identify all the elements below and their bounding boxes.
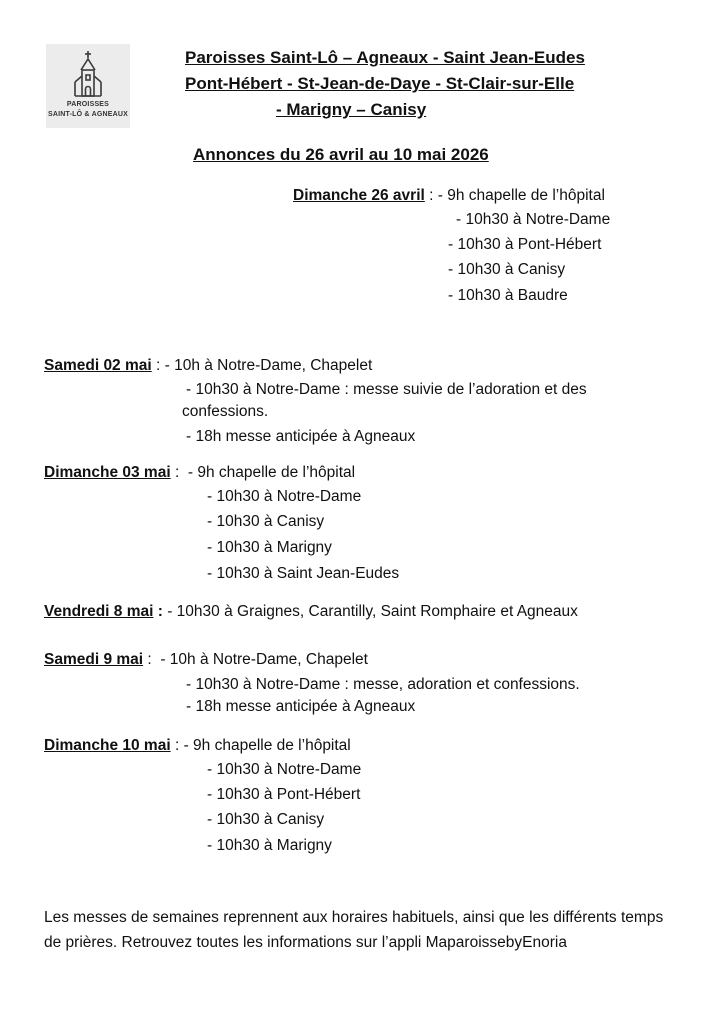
- service-line: - 18h messe anticipée à Agneaux: [186, 428, 416, 445]
- day-label: Dimanche 26 avril: [293, 187, 425, 204]
- day-label: Samedi 02 mai: [44, 357, 152, 374]
- logo-text-line2: SAINT-LÔ & AGNEAUX: [48, 111, 128, 118]
- church-icon: [72, 50, 104, 98]
- service-line: - 10h30 à Pont-Hébert: [207, 786, 361, 803]
- service-line: - 10h30 à Saint Jean-Eudes: [207, 565, 400, 582]
- day-label: Vendredi 8 mai: [44, 603, 154, 620]
- day-label: Dimanche 03 mai: [44, 464, 171, 481]
- service-line: - 18h messe anticipée à Agneaux: [186, 698, 416, 715]
- day-label: Dimanche 10 mai: [44, 737, 171, 754]
- announcement-day-row: Dimanche 10 mai : - 9h chapelle de l’hôpital: [44, 737, 351, 754]
- header-line2: Pont-Hébert - St-Jean-de-Daye - St-Clair-sur-Elle: [185, 74, 575, 93]
- service-line: - 10h30 à Marigny: [207, 539, 332, 556]
- page-title: Annonces du 26 avril au 10 mai 2026: [193, 145, 489, 164]
- announcement-day-row: Dimanche 03 mai : - 9h chapelle de l’hôpital: [44, 464, 356, 481]
- announcement-day-row: Samedi 02 mai : - 10h à Notre-Dame, Chapelet: [44, 357, 373, 374]
- service-line: - 10h30 à Canisy: [448, 261, 566, 278]
- service-line: - 10h à Notre-Dame, Chapelet: [164, 357, 373, 374]
- announcement-day-row: Vendredi 8 mai : - 10h30 à Graignes, Carantilly, Saint Romphaire et Agneaux: [44, 603, 578, 620]
- footer-note: Les messes de semaines reprennent aux horaires habituels, ainsi que les différents temps de prières. Retrouvez toutes les informations sur l’appli MaparoissebyEnoria: [44, 909, 664, 951]
- service-line: - 10h30 à Graignes, Carantilly, Saint Romphaire et Agneaux: [167, 603, 578, 620]
- header-line3: - Marigny – Canisy: [276, 100, 427, 119]
- service-line: - 10h30 à Notre-Dame : messe, adoration et confessions.: [186, 676, 580, 693]
- service-line: - 10h30 à Baudre: [448, 287, 568, 304]
- service-line: - 10h30 à Notre-Dame: [207, 488, 362, 505]
- service-line: - 10h à Notre-Dame, Chapelet: [160, 651, 368, 668]
- service-line: - 10h30 à Notre-Dame : messe suivie de l’adoration et des: [186, 381, 587, 398]
- service-line: - 10h30 à Canisy: [207, 513, 325, 530]
- parish-logo: [46, 44, 130, 128]
- service-line: - 10h30 à Notre-Dame: [456, 211, 611, 228]
- service-line: - 10h30 à Canisy: [207, 811, 325, 828]
- service-line: confessions.: [182, 403, 269, 420]
- service-line: - 9h chapelle de l’hôpital: [437, 187, 605, 204]
- service-line: - 10h30 à Marigny: [207, 837, 332, 854]
- header-line1: Paroisses Saint-Lô – Agneaux - Saint Jean-Eudes: [185, 48, 585, 67]
- announcement-day-row: Dimanche 26 avril : - 9h chapelle de l’hôpital: [293, 187, 605, 204]
- logo-text-line1: PAROISSES: [66, 101, 110, 108]
- service-line: - 10h30 à Notre-Dame: [207, 761, 362, 778]
- service-line: - 10h30 à Pont-Hébert: [448, 236, 602, 253]
- day-label: Samedi 9 mai: [44, 651, 144, 668]
- announcement-day-row: Samedi 9 mai : - 10h à Notre-Dame, Chapelet: [44, 651, 368, 668]
- service-line: - 9h chapelle de l’hôpital: [183, 737, 351, 754]
- service-line: - 9h chapelle de l’hôpital: [187, 464, 356, 481]
